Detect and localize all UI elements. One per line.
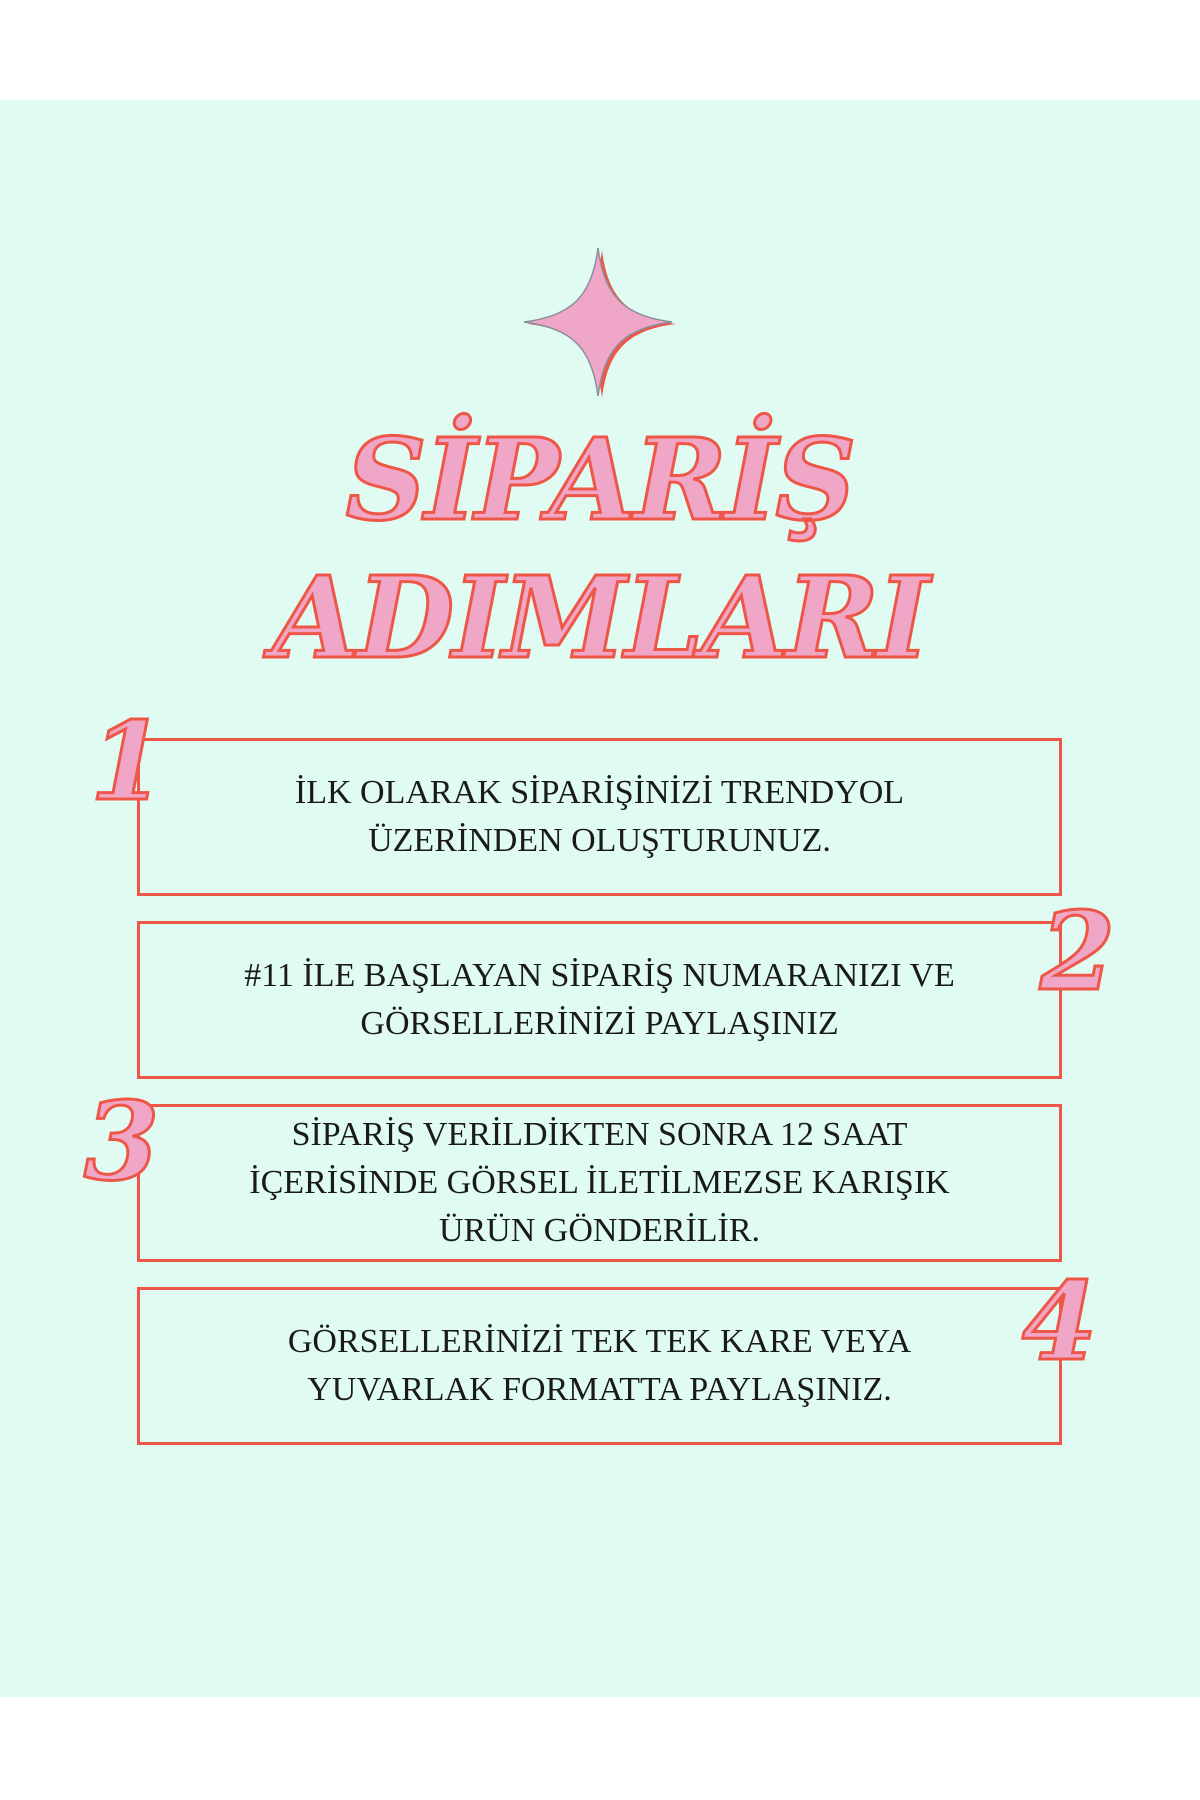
step-text-1: İLK OLARAK SİPARİŞİNİZİ TRENDYOL ÜZERİNDEN OLUŞTURUNUZ.: [294, 774, 905, 859]
step-number-2: 2: [1040, 889, 1116, 1015]
step-text-4: GÖRSELLERİNİZİ TEK TEK KARE VEYA YUVARLAK FORMATTA PAYLAŞINIZ.: [287, 1323, 912, 1408]
step-number-3: 3: [84, 1079, 160, 1205]
step-box-4: [137, 1287, 1062, 1445]
step-text-2: #11 İLE BAŞLAYAN SİPARİŞ NUMARANIZI VE GÖRSELLERİNİZİ PAYLAŞINIZ: [244, 957, 955, 1042]
step-box-3: [137, 1104, 1062, 1262]
step-number-1: 1: [90, 699, 166, 825]
four-point-star-icon: [520, 244, 676, 400]
step-box-1: [137, 738, 1062, 896]
page-title-line-1: SİPARİŞ: [345, 415, 855, 546]
page-title-line-2: ADIMLARI: [272, 553, 928, 684]
step-text-3: SİPARİŞ VERİLDİKTEN SONRA 12 SAAT İÇERİSİNDE GÖRSEL İLETİLMEZSE KARIŞIK ÜRÜN GÖNDERİLİR.: [249, 1116, 950, 1249]
step-number-4: 4: [1022, 1259, 1098, 1385]
step-box-2: [137, 921, 1062, 1079]
